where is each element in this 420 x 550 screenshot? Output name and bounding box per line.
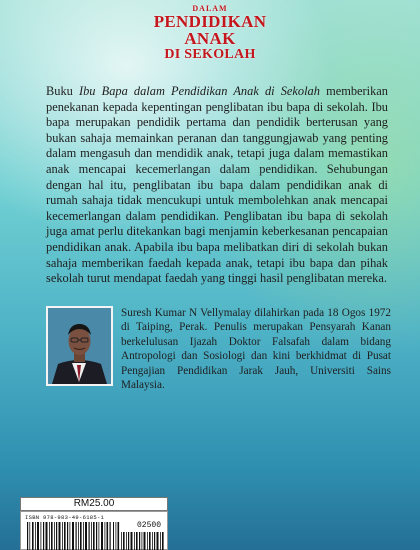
synopsis-intro: Buku — [46, 84, 79, 98]
barcode-area — [20, 511, 168, 550]
synopsis-text — [46, 84, 388, 287]
price-code-label: 02500 — [136, 521, 161, 530]
synopsis-body: memberikan penekanan kepada kepentingan penglibatan ibu bapa di sekolah. Ibu bapa merupakan pendidik pertama dan pendidik berterusan yang bukan sahaja memainkan peranan dan tanggungjawab yang penting dalam mengasuh dan mendidik anak, tetapi juga dalam memastikan anak mencapai kecemerlangan dalam pendidikan. Sehubungan dengan hal itu, penglibatan ibu bapa dalam pendidikan anak di rumah sahaja tidak mencukupi untuk membolehkan anak mencapai kecemerlangan dalam pendidikan. Penglibatan ibu bapa di sekolah juga amat perlu ditekankan bagi menjamin keberkesanan pencapaian pendidikan anak. Apabila ibu bapa melibatkan diri di sekolah bukan sahaja memberikan faedah kepada anak, tetapi ibu bapa dan pihak sekolah turut mendapat faedah yang tinggi hasil penglibatan mereka. — [46, 84, 388, 286]
author-photo — [46, 306, 113, 386]
title-line-anak: ANAK — [184, 29, 236, 48]
author-bio: Suresh Kumar N Vellymalay dilahirkan pada 18 Ogos 1972 di Taiping, Perak. Penulis merupakan Pensyarah Kanan berkelulusan Ijazah Doktor Falsafah dalam bidang Antropologi dan Sosiologi dan kini berkhidmat di Pusat Pengajian Pendidikan Jarak Jauh, Universiti Sains Malaysia. — [121, 307, 391, 392]
cover-title — [0, 4, 420, 62]
price-label: RM25.00 — [73, 498, 115, 509]
barcode-bars — [21, 512, 169, 550]
title-line-dalam: DALAM — [192, 4, 228, 13]
title-line-pendidikan: PENDIDIKAN — [153, 12, 267, 31]
synopsis-book-title: Ibu Bapa dalam Pendidikan Anak di Sekolah — [78, 84, 320, 98]
title-line-di-sekolah: DI SEKOLAH — [164, 47, 256, 62]
price-sticker — [20, 497, 168, 511]
isbn-label: ISBN 978-983-49-6185-1 — [25, 514, 105, 521]
